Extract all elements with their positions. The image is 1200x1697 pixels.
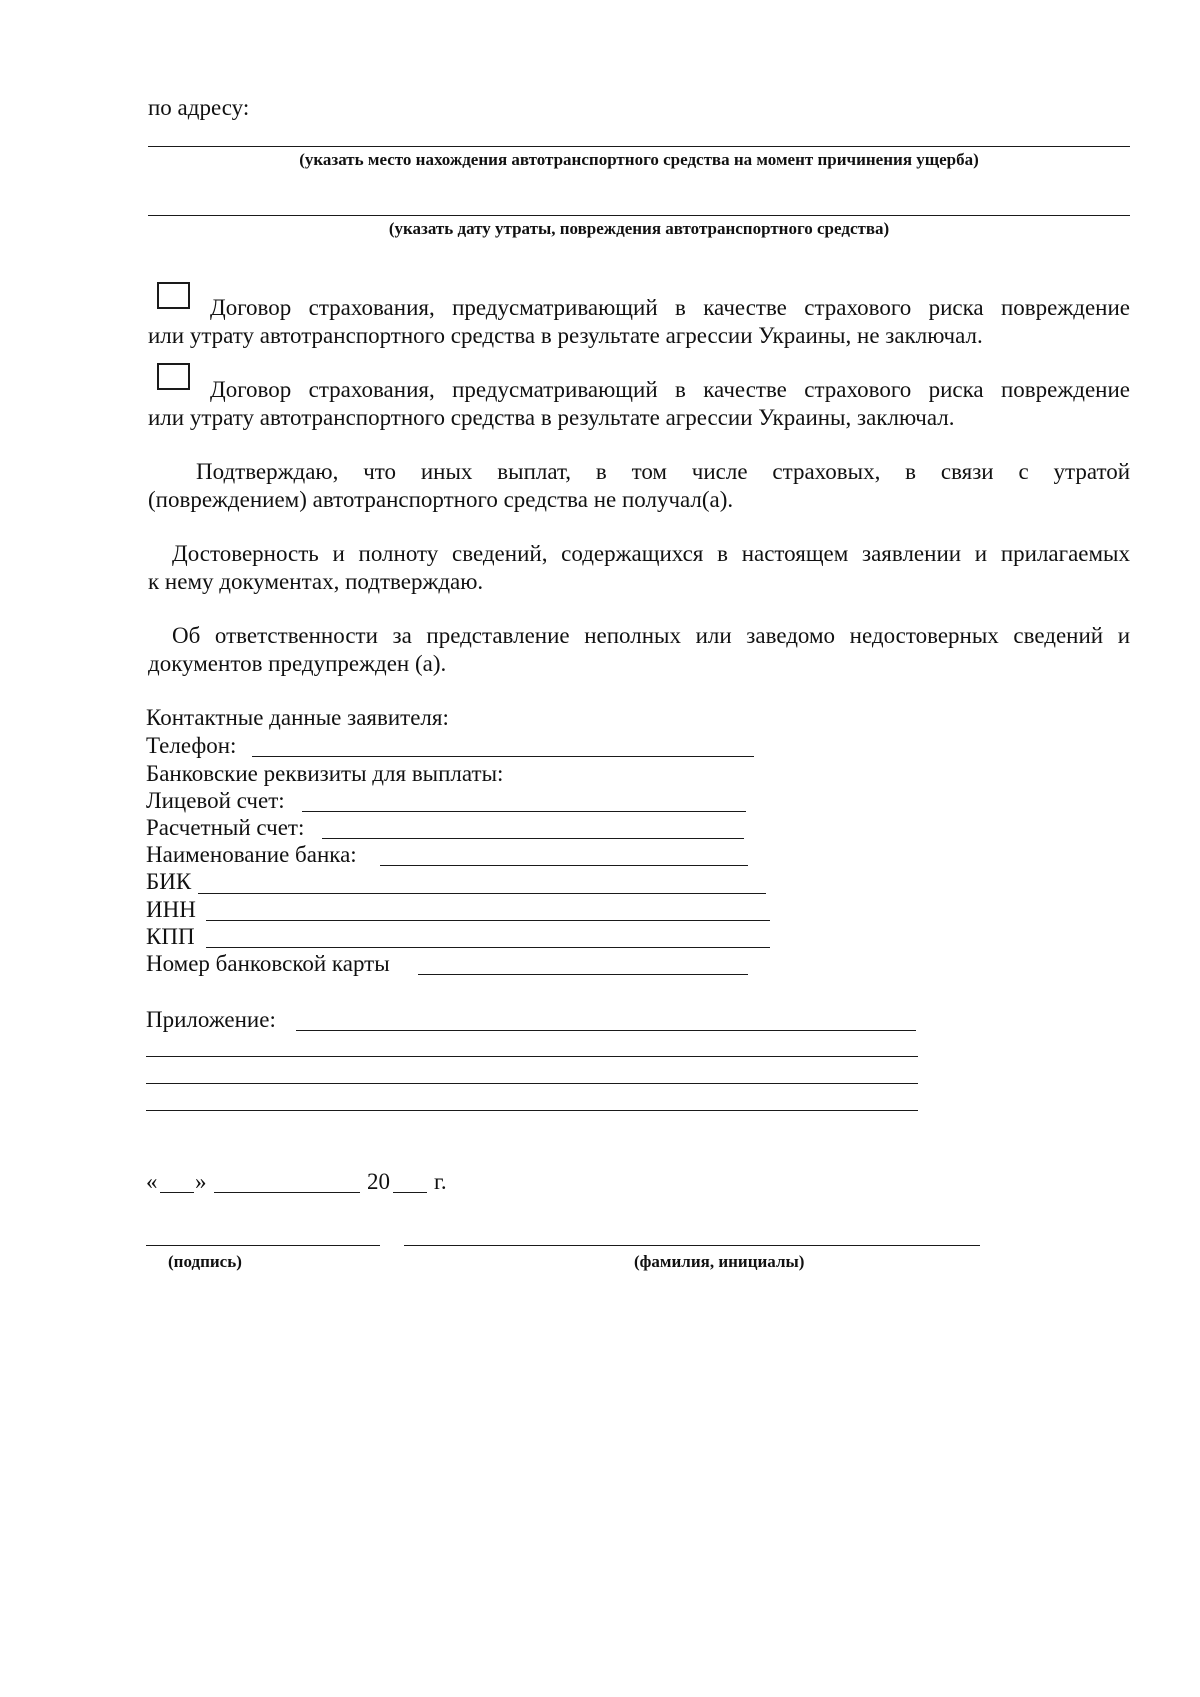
attachment-field-3[interactable] — [146, 1083, 918, 1084]
kpp-label: КПП — [146, 924, 195, 949]
attachment-field-1[interactable] — [296, 1030, 916, 1031]
signature-field[interactable] — [146, 1245, 380, 1246]
address-location-hint: (указать место нахождения автотранспортного средства на момент причинения ущерба) — [299, 150, 979, 169]
personal-account-label: Лицевой счет: — [146, 788, 285, 813]
responsibility-line1: Об ответственности за представление неполных или заведомо недостоверных сведений и — [172, 623, 1130, 648]
attachment-field-4[interactable] — [146, 1110, 918, 1111]
damage-date-line[interactable] — [148, 215, 1130, 216]
phone-label: Телефон: — [146, 733, 237, 758]
kpp-field[interactable] — [206, 947, 770, 948]
date-day-field[interactable] — [160, 1192, 194, 1193]
date-year-prefix: 20 — [367, 1169, 390, 1194]
no-other-payments-line2: (повреждением) автотранспортного средства не получал(а). — [148, 487, 734, 512]
date-month-field[interactable] — [214, 1192, 360, 1193]
card-label: Номер банковской карты — [146, 951, 390, 976]
card-field[interactable] — [418, 974, 748, 975]
settlement-account-field[interactable] — [322, 838, 744, 839]
insurance-concluded-checkbox[interactable] — [157, 363, 190, 390]
insurance-not-concluded-checkbox[interactable] — [157, 282, 190, 309]
inn-label: ИНН — [146, 897, 196, 922]
bik-label: БИК — [146, 869, 192, 894]
option-concluded-line2: или утрату автотранспортного средства в результате агрессии Украины, заключал. — [148, 405, 955, 430]
accuracy-line2: к нему документах, подтверждаю. — [148, 569, 484, 594]
phone-field[interactable] — [252, 756, 754, 757]
date-year-suffix: г. — [434, 1169, 447, 1194]
no-other-payments-line1: Подтверждаю, что иных выплат, в том числе страховых, в связи с утратой — [196, 459, 1130, 484]
settlement-account-label: Расчетный счет: — [146, 815, 305, 840]
contacts-heading: Контактные данные заявителя: — [146, 705, 449, 730]
option-not-concluded-line1: Договор страхования, предусматривающий в качестве страхового риска повреждение — [210, 295, 1130, 320]
address-label: по адресу: — [148, 95, 250, 120]
bank-name-label: Наименование банка: — [146, 842, 357, 867]
bik-field[interactable] — [198, 893, 766, 894]
full-name-field[interactable] — [404, 1245, 980, 1246]
date-close-quote: » — [195, 1169, 207, 1194]
option-concluded-line1: Договор страхования, предусматривающий в качестве страхового риска повреждение — [210, 377, 1130, 402]
date-year-field[interactable] — [393, 1192, 427, 1193]
personal-account-field[interactable] — [302, 811, 746, 812]
signature-hint: (подпись) — [168, 1252, 242, 1271]
damage-date-hint: (указать дату утраты, повреждения автотранспортного средства) — [388, 219, 890, 238]
accuracy-line1: Достоверность и полноту сведений, содержащихся в настоящем заявлении и прилагаемых — [172, 541, 1130, 566]
inn-field[interactable] — [206, 920, 770, 921]
responsibility-line2: документов предупрежден (а). — [148, 651, 447, 676]
attachment-label: Приложение: — [146, 1007, 276, 1032]
option-not-concluded-line2: или утрату автотранспортного средства в результате агрессии Украины, не заключал. — [148, 323, 983, 348]
full-name-hint: (фамилия, инициалы) — [634, 1252, 805, 1271]
date-open-quote: « — [146, 1169, 158, 1194]
address-location-line[interactable] — [148, 146, 1130, 147]
attachment-field-2[interactable] — [146, 1056, 918, 1057]
bank-heading: Банковские реквизиты для выплаты: — [146, 761, 504, 786]
bank-name-field[interactable] — [380, 865, 748, 866]
